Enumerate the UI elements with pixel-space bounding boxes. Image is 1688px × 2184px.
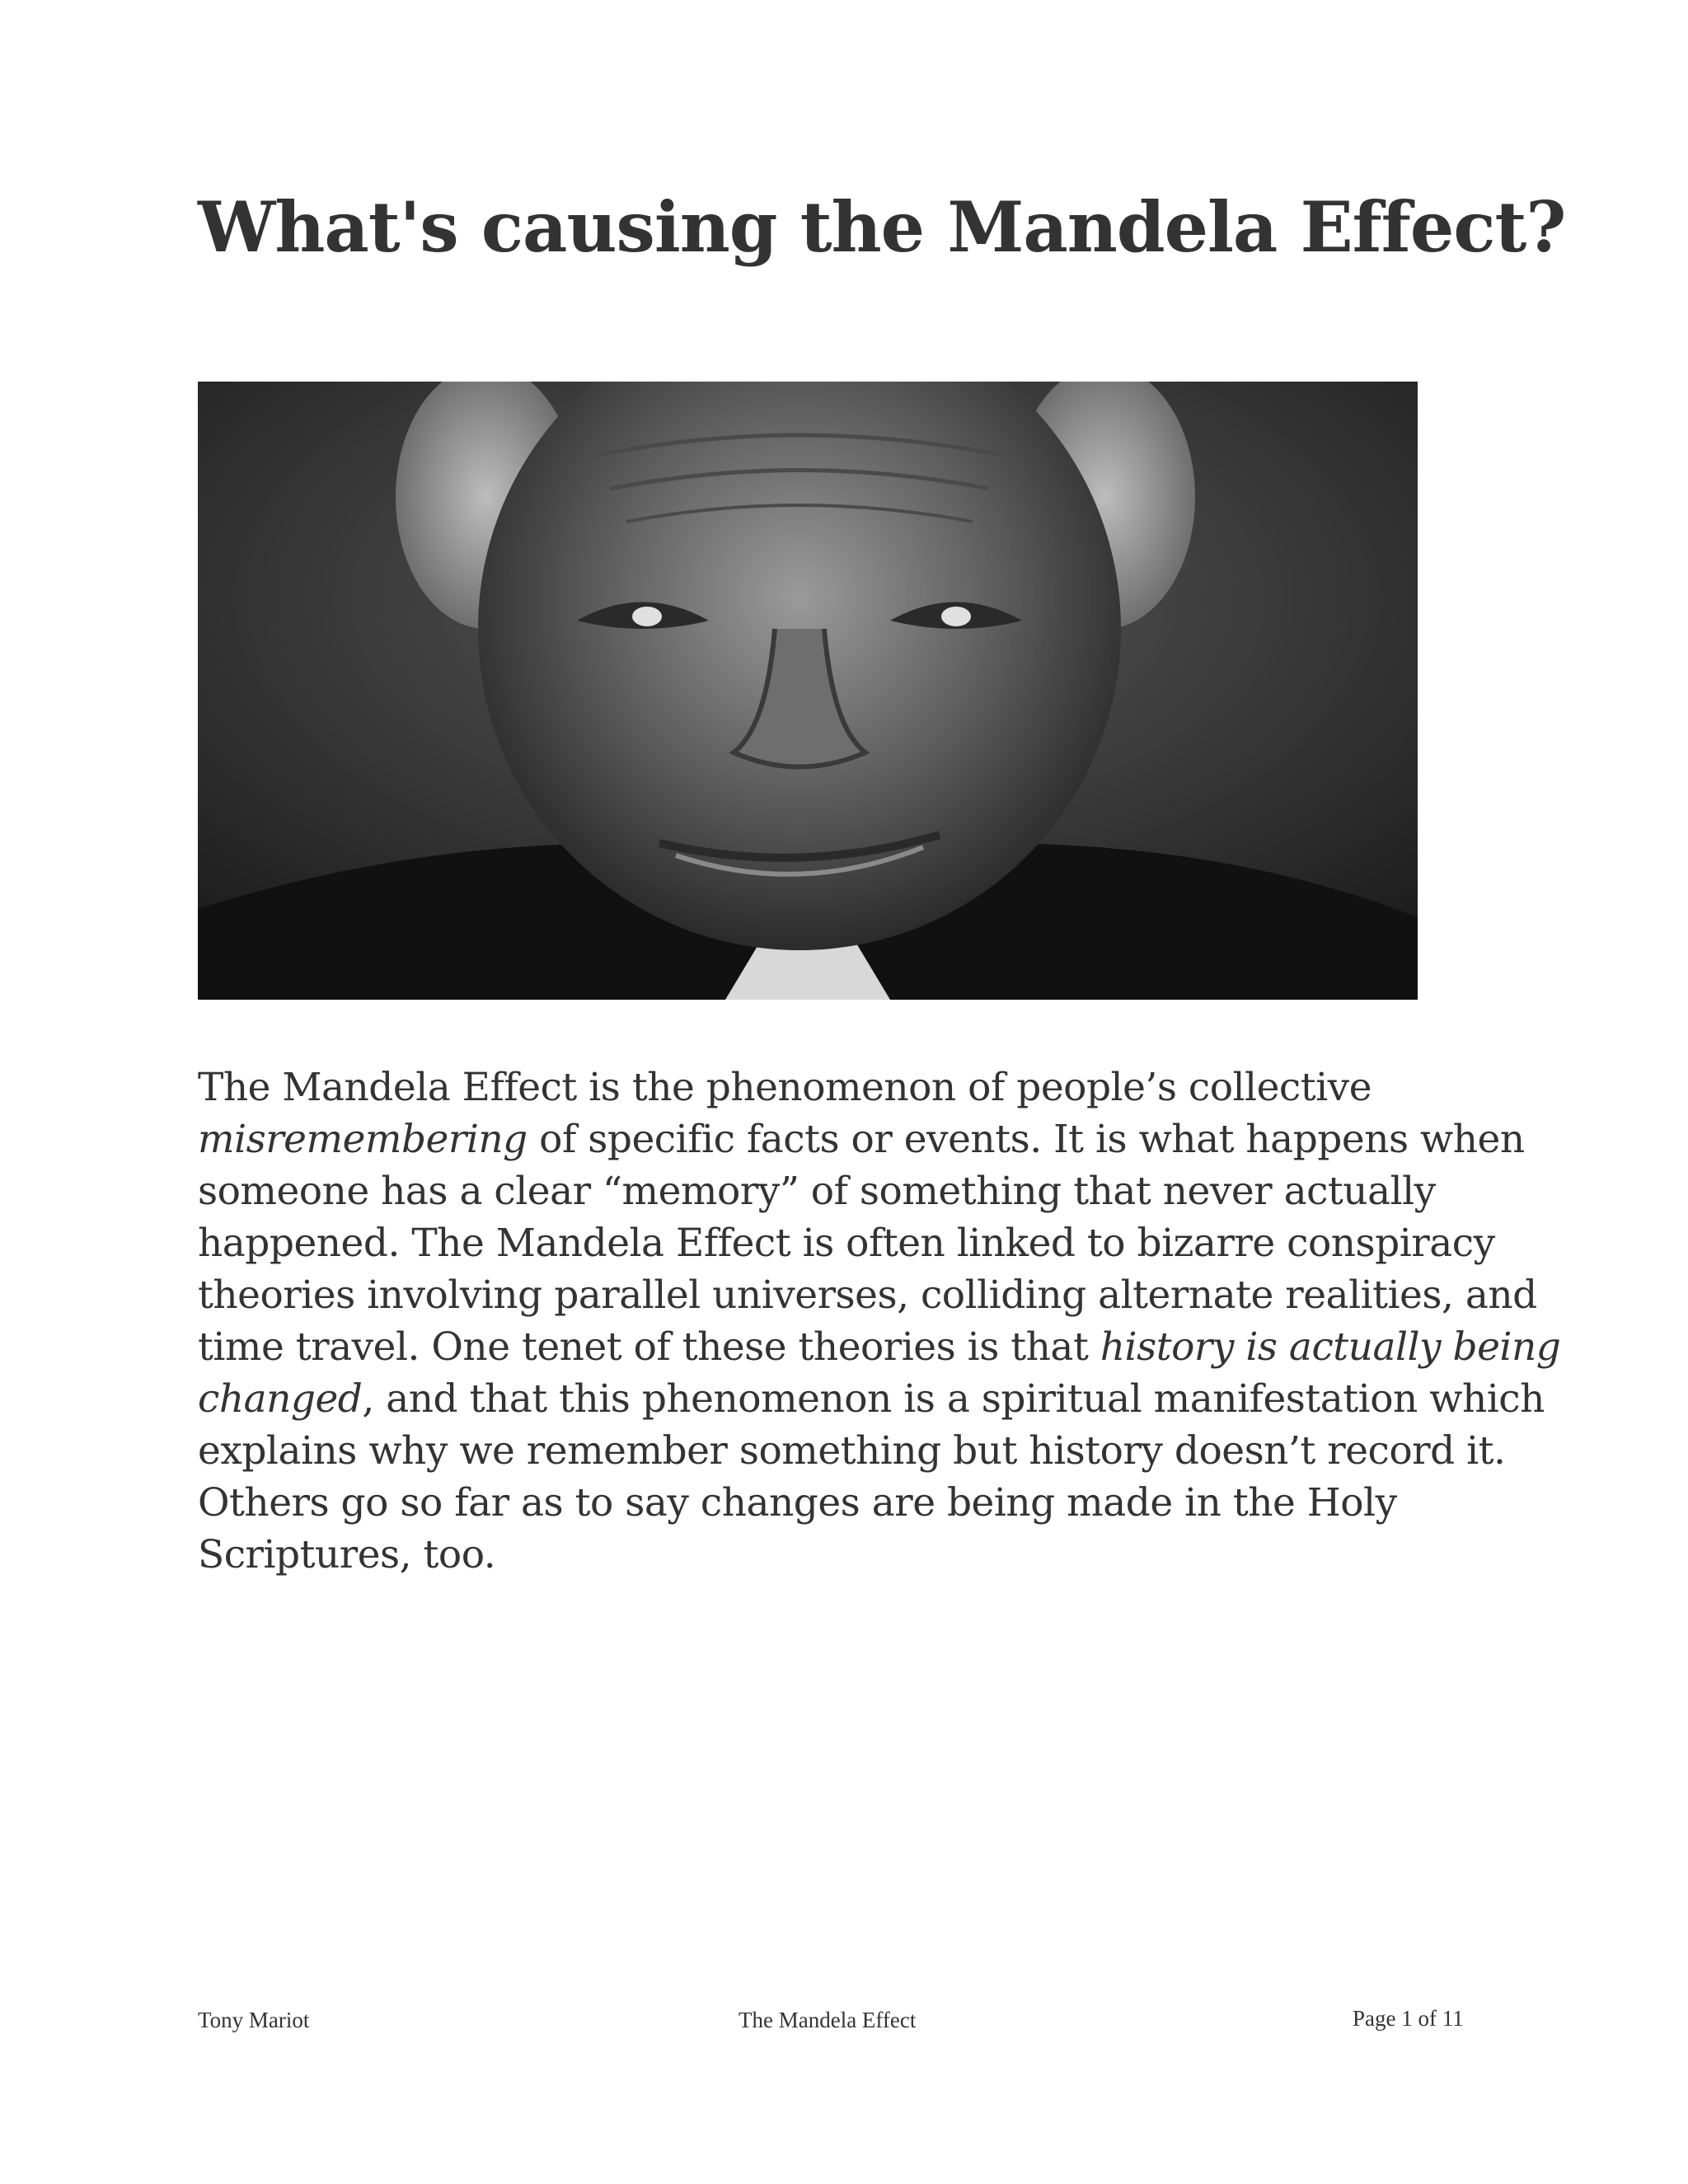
body-paragraph — [198, 1062, 1561, 1581]
body-line — [198, 1113, 1525, 1165]
body-line-italic: misremembering — [198, 1117, 528, 1162]
body-line-text: Others go so far as to say changes are being made in the Holy — [198, 1480, 1397, 1526]
footer-document-title: The Mandela Effect — [738, 2008, 917, 2032]
body-line-italic: changed — [198, 1376, 363, 1422]
page-title: What's causing the Mandela Effect? — [198, 186, 1566, 268]
body-line-text: someone has a clear “memory” of something that never actually — [198, 1169, 1436, 1214]
body-line — [198, 1529, 1467, 1581]
body-line — [198, 1425, 1506, 1477]
body-line-text: The Mandela Effect is the phenomenon of people’s collective — [198, 1065, 1372, 1110]
body-line — [198, 1321, 1561, 1373]
body-line — [198, 1373, 1545, 1425]
body-line — [198, 1062, 1467, 1113]
body-line-text: theories involving parallel universes, colliding alternate realities, and — [198, 1272, 1537, 1318]
body-line — [198, 1217, 1495, 1269]
body-line-text: Scriptures, too. — [198, 1532, 496, 1577]
body-line — [198, 1165, 1467, 1217]
body-line-text: time travel. One tenet of these theories is that — [198, 1324, 1100, 1370]
body-line-text: , and that this phenomenon is a spiritual manifestation which — [362, 1376, 1545, 1422]
body-line-text: explains why we remember something but history doesn’t record it. — [198, 1428, 1506, 1474]
footer-page-number: Page 1 of 11 — [1353, 2006, 1464, 2031]
body-line — [198, 1269, 1537, 1321]
body-line — [198, 1477, 1467, 1529]
footer-author: Tony Mariot — [198, 2008, 310, 2032]
body-line-text: happened. The Mandela Effect is often linked to bizarre conspiracy — [198, 1221, 1495, 1266]
body-line-italic: history is actually being — [1100, 1324, 1561, 1370]
portrait-photo — [198, 382, 1418, 1000]
body-line-text: of specific facts or events. It is what happens when — [527, 1117, 1525, 1162]
